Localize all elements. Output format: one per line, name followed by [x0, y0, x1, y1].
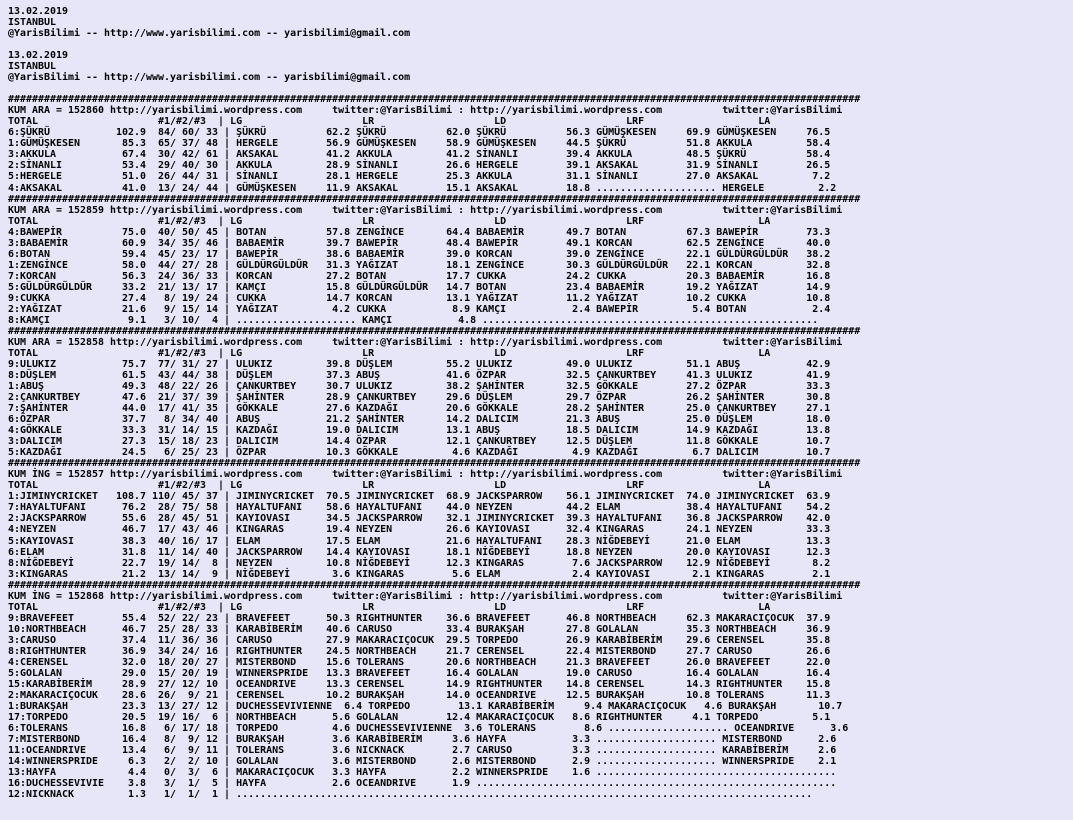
table-row: 1:GÜMÜŞKESEN 85.3 65/ 37/ 48 | HERGELE 56.9 GÜMÜŞKESEN 58.9 GÜMÜŞKESEN 44.5 ŞÜKRÜ 51.8 AKKULA 58.4	[8, 138, 831, 150]
table-row: 3:AKKULA 67.4 30/ 42/ 61 | AKSAKAL 41.2 AKKULA 41.2 SİNANLI 39.4 AKKULA 48.5 ŞÜKRÜ 58.4	[8, 149, 831, 161]
table-row: 4:GÖKKALE 33.3 31/ 14/ 15 | KAZDAĞI 19.0 DALICIM 13.1 ABUŞ 18.5 DALICIM 14.9 KAZDAĞI 13.8	[8, 425, 831, 437]
table-row: 3:DALICIM 27.3 15/ 18/ 23 | DALICIM 14.4 ÖZPAR 12.1 ÇANKURTBEY 12.5 DÜŞLEM 11.8 GÖKKALE 10.7	[8, 436, 831, 448]
table-row: 10:NORTHBEACH 46.7 25/ 28/ 33 | KARABİBERİM 40.6 CARUSO 33.4 BURAKŞAH 27.8 GOLALAN 35.3 NORTHBEACH 36.9	[8, 623, 831, 635]
column-header: TOTAL #1/#2/#3 | LG LR LD LRF LA	[8, 347, 771, 359]
table-row: 6:ŞÜKRÜ 102.9 84/ 60/ 33 | ŞÜKRÜ 62.2 ŞÜKRÜ 62.0 ŞÜKRÜ 56.3 GÜMÜŞKESEN 69.9 GÜMÜŞKESEN 76.5	[8, 127, 831, 139]
race-title: KUM ARA = 152860 http://yarisbilimi.wordpress.com twitter:@YarisBilimi : http://yarisbilimi.wordpress.com twitter:@YarisBilimi	[8, 105, 843, 117]
separator-line: ##############################################################################################################################################	[8, 579, 861, 591]
report-header-1	[8, 6, 1073, 39]
table-row: 8:KAMÇI 9.1 3/ 10/ 4 | .................... KAMÇI 4.8 ........................................................	[8, 314, 819, 326]
table-row: 4:CERENSEL 32.0 18/ 20/ 27 | MISTERBOND 15.6 TOLERANS 20.6 NORTHBEACH 21.3 BRAVEFEET 26.0 BRAVEFEET 22.0	[8, 656, 831, 668]
table-row: 2:YAĞIZAT 21.6 9/ 15/ 14 | YAĞIZAT 4.2 CUKKA 8.9 KAMÇI 2.4 BAWEPİR 5.4 BOTAN 2.4	[8, 303, 831, 315]
race-block	[8, 94, 1073, 193]
table-row: 1:ZENGİNCE 58.0 44/ 27/ 28 | GÜLDÜRGÜLDÜR 31.3 YAĞIZAT 18.1 ZENGİNCE 30.3 GÜLDÜRGÜLDÜR 22.1 KORCAN 32.8	[8, 259, 831, 271]
table-row: 3:BABAEMİR 60.9 34/ 35/ 46 | BABAEMİR 39.7 BAWEPİR 48.4 BAWEPİR 49.1 KORCAN 62.5 ZENGİNCE 40.0	[8, 237, 831, 249]
column-header: TOTAL #1/#2/#3 | LG LR LD LRF LA	[8, 116, 771, 128]
report-header-2	[8, 50, 1073, 83]
race-block	[8, 580, 1073, 801]
table-row: 8:RIGHTHUNTER 36.9 34/ 24/ 16 | RIGHTHUNTER 24.5 NORTHBEACH 21.7 CERENSEL 22.4 MISTERBOND 27.7 CARUSO 26.6	[8, 645, 831, 657]
separator-line: ##############################################################################################################################################	[8, 193, 861, 205]
race-blocks	[8, 94, 1073, 800]
race-block	[8, 194, 1073, 326]
table-row: 5:KAZDAĞI 24.5 6/ 25/ 23 | ÖZPAR 10.3 GÖKKALE 4.6 KAZDAĞI 4.9 KAZDAĞI 6.7 DALICIM 10.7	[8, 447, 831, 459]
table-row: 14:WINNERSPRIDE 6.3 2/ 2/ 10 | GOLALAN 3.6 MISTERBOND 2.6 MISTERBOND 2.9 .................... WINNERSPRIDE 2.1	[8, 756, 837, 768]
race-title: KUM ARA = 152859 http://yarisbilimi.wordpress.com twitter:@YarisBilimi : http://yarisbilimi.wordpress.com twitter:@YarisBilimi	[8, 204, 843, 216]
table-row: 4:BAWEPİR 75.0 40/ 50/ 45 | BOTAN 57.8 ZENGİNCE 64.4 BABAEMİR 49.7 BOTAN 67.3 BAWEPİR 73.3	[8, 226, 831, 238]
table-row: 6:TOLERANS 16.8 6/ 17/ 18 | TORPEDO 4.6 DUCHESSEVIVIENNE 3.6 TOLERANS 8.6 .................... OCEANDRIVE 3.6	[8, 723, 849, 735]
table-row: 1:BURAKŞAH 23.3 13/ 27/ 12 | DUCHESSEVIVIENNE 6.4 TORPEDO 13.1 KARABİBERİM 9.4 MAKARACIÇOCUK 4.6 BURAKŞAH 10.7	[8, 700, 843, 712]
report-date: 13.02.2019	[8, 6, 69, 17]
table-row: 11:OCEANDRIVE 13.4 6/ 9/ 11 | TOLERANS 3.6 NICKNACK 2.7 CARUSO 3.3 .................... KARABİBERİM 2.6	[8, 745, 837, 757]
table-row: 6:BOTAN 59.4 45/ 23/ 17 | BAWEPİR 38.6 BABAEMİR 39.0 KORCAN 39.0 ZENGİNCE 22.1 GÜLDÜRGÜLDÜR 38.2	[8, 248, 831, 260]
table-row: 5:GÜLDÜRGÜLDÜR 33.2 21/ 13/ 17 | KAMÇI 15.8 GÜLDÜRGÜLDÜR 14.7 BOTAN 23.4 BABAEMİR 19.2 YAĞIZAT 14.9	[8, 281, 831, 293]
table-row: 12:NICKNACK 1.3 1/ 1/ 1 | ................................................................................................	[8, 789, 813, 801]
table-row: 1:ABUŞ 49.3 48/ 22/ 26 | ÇANKURTBEY 30.7 ULUKIZ 38.2 ŞAHİNTER 32.5 GÖKKALE 27.2 ÖZPAR 33.3	[8, 381, 831, 393]
table-row: 7:KORCAN 56.3 24/ 36/ 33 | KORCAN 27.2 BOTAN 17.7 CUKKA 24.2 CUKKA 20.3 BABAEMİR 16.8	[8, 270, 831, 282]
report-city: ISTANBUL	[8, 17, 57, 29]
column-header: TOTAL #1/#2/#3 | LG LR LD LRF LA	[8, 601, 771, 613]
race-title: KUM İNG = 152868 http://yarisbilimi.wordpress.com twitter:@YarisBilimi : http://yarisbilimi.wordpress.com twitter:@YarisBilimi	[8, 590, 843, 602]
table-row: 13:HAYFA 4.4 0/ 3/ 6 | MAKARACIÇOCUK 3.3 HAYFA 2.2 WINNERSPRIDE 1.6 ........................................	[8, 767, 837, 779]
table-row: 9:BRAVEFEET 55.4 52/ 22/ 23 | BRAVEFEET 50.3 RIGHTHUNTER 36.6 BRAVEFEET 46.8 NORTHBEACH 62.3 MAKARACIÇOCUK 37.9	[8, 612, 831, 624]
table-row: 7:MISTERBOND 16.4 8/ 9/ 12 | BURAKŞAH 3.6 KARABİBERİM 3.6 HAYFA 3.3 .................... MISTERBOND 2.6	[8, 734, 837, 746]
table-row: 2:JACKSPARROW 55.6 28/ 45/ 51 | KAYIOVASI 34.5 JACKSPARROW 32.1 JIMINYCRICKET 39.3 HAYALTUFANI 36.8 JACKSPARROW 42.0	[8, 513, 831, 525]
table-row: 3:KINGARAS 21.2 13/ 14/ 9 | NİĞDEBEYİ 3.6 KINGARAS 5.6 ELAM 2.4 KAYIOVASI 2.1 KINGARAS 2.1	[8, 568, 831, 580]
table-row: 2:ÇANKURTBEY 47.6 21/ 37/ 39 | ŞAHİNTER 28.9 ÇANKURTBEY 29.6 DÜŞLEM 29.7 ÖZPAR 26.2 ŞAHİNTER 30.8	[8, 392, 831, 404]
spacer	[8, 39, 1073, 50]
column-header: TOTAL #1/#2/#3 | LG LR LD LRF LA	[8, 215, 771, 227]
column-header: TOTAL #1/#2/#3 | LG LR LD LRF LA	[8, 480, 771, 492]
table-row: 4:AKSAKAL 41.0 13/ 24/ 44 | GÜMÜŞKESEN 11.9 AKSAKAL 15.1 AKSAKAL 18.8 .................... HERGELE 2.2	[8, 182, 837, 194]
table-row: 5:HERGELE 51.0 26/ 44/ 31 | SİNANLI 28.1 HERGELE 25.3 AKKULA 31.1 SİNANLI 27.0 AKSAKAL 7.2	[8, 171, 831, 183]
report-contact: @YarisBilimi -- http://www.yarisbilimi.com -- yarisbilimi@gmail.com	[8, 72, 411, 84]
table-row: 1:JIMINYCRICKET 108.7 110/ 45/ 37 | JIMINYCRICKET 70.5 JIMINYCRICKET 68.9 JACKSPARROW 56.1 JIMINYCRICKET 74.0 JIMINYCRICKET 63.9	[8, 491, 831, 503]
table-row: 8:NİĞDEBEYİ 22.7 19/ 14/ 8 | NEYZEN 10.8 NİĞDEBEYİ 12.3 KINGARAS 7.6 JACKSPARROW 12.9 NİĞDEBEYİ 8.2	[8, 557, 831, 569]
table-row: 5:KAYIOVASI 38.3 40/ 16/ 17 | ELAM 17.5 ELAM 21.6 HAYALTUFANI 28.3 NİĞDEBEYİ 21.0 ELAM 13.3	[8, 535, 831, 547]
separator-line: ##############################################################################################################################################	[8, 94, 861, 106]
table-row: 16:DUCHESSEVIVIE 3.8 3/ 1/ 5 | HAYFA 2.6 OCEANDRIVE 1.9 ............................................................	[8, 778, 837, 790]
table-row: 8:DÜŞLEM 61.5 43/ 44/ 38 | DÜŞLEM 37.3 ABUŞ 41.6 ÖZPAR 32.5 ÇANKURTBEY 41.3 ULUKIZ 41.9	[8, 370, 831, 382]
table-row: 7:HAYALTUFANI 76.2 28/ 75/ 58 | HAYALTUFANI 58.6 HAYALTUFANI 44.0 NEYZEN 44.2 ELAM 38.4 HAYALTUFANI 54.2	[8, 502, 831, 514]
table-row: 15:KARABİBERİM 28.9 27/ 12/ 10 | OCEANDRIVE 13.3 CERENSEL 14.9 RIGHTHUNTER 14.8 CERENSEL 14.3 RIGHTHUNTER 15.8	[8, 678, 831, 690]
report-contact: @YarisBilimi -- http://www.yarisbilimi.com -- yarisbilimi@gmail.com	[8, 28, 411, 40]
table-row: 3:CARUSO 37.4 11/ 36/ 36 | CARUSO 27.9 MAKARACIÇOCUK 29.5 TORPEDO 26.9 KARABİBERİM 29.6 CERENSEL 35.8	[8, 634, 831, 646]
table-row: 2:SİNANLI 53.4 29/ 40/ 30 | AKKULA 28.9 SİNANLI 26.6 HERGELE 39.1 AKSAKAL 31.9 SİNANLI 26.5	[8, 160, 831, 172]
table-row: 4:NEYZEN 46.7 17/ 43/ 46 | KINGARAS 19.4 NEYZEN 26.6 KAYIOVASI 32.4 KINGARAS 24.1 NEYZEN 33.3	[8, 524, 831, 536]
table-row: 7:ŞAHİNTER 44.0 17/ 41/ 35 | GÖKKALE 27.6 KAZDAĞI 20.6 GÖKKALE 28.2 ŞAHİNTER 25.0 ÇANKURTBEY 27.1	[8, 403, 831, 415]
table-row: 6:ELAM 31.8 11/ 14/ 40 | JACKSPARROW 14.4 KAYIOVASI 18.1 NİĞDEBEYİ 18.8 NEYZEN 20.0 KAYIOVASI 12.3	[8, 546, 831, 558]
table-row: 5:GOLALAN 29.0 15/ 20/ 19 | WINNERSPRIDE 13.3 BRAVEFEET 16.4 GOLALAN 19.0 CARUSO 16.4 GOLALAN 16.4	[8, 667, 831, 679]
race-block	[8, 326, 1073, 458]
race-title: KUM ARA = 152858 http://yarisbilimi.wordpress.com twitter:@YarisBilimi : http://yarisbilimi.wordpress.com twitter:@YarisBilimi	[8, 336, 843, 348]
table-row: 6:ÖZPAR 37.7 8/ 34/ 40 | ABUŞ 21.2 ŞAHİNTER 14.2 DALICIM 21.3 ABUŞ 25.0 DÜŞLEM 18.0	[8, 414, 831, 426]
race-block	[8, 458, 1073, 579]
report-date: 13.02.2019	[8, 50, 69, 62]
report-city: ISTANBUL	[8, 61, 57, 73]
table-row: 9:CUKKA 27.4 8/ 19/ 24 | CUKKA 14.7 KORCAN 13.1 YAĞIZAT 11.2 YAĞIZAT 10.2 CUKKA 10.8	[8, 292, 831, 304]
spacer	[8, 83, 1073, 94]
table-row: 17:TORPEDO 20.5 19/ 16/ 6 | NORTHBEACH 5.6 GOLALAN 12.4 MAKARACIÇOCUK 8.6 RIGHTHUNTER 4.1 TORPEDO 5.1	[8, 712, 831, 723]
table-row: 9:ULUKIZ 75.7 77/ 31/ 27 | ULUKIZ 39.8 DÜŞLEM 55.2 ULUKIZ 49.0 ULUKIZ 51.1 ABUŞ 42.9	[8, 359, 831, 370]
separator-line: ##############################################################################################################################################	[8, 325, 861, 337]
separator-line: ##############################################################################################################################################	[8, 458, 861, 470]
race-title: KUM İNG = 152857 http://yarisbilimi.wordpress.com twitter:@YarisBilimi : http://yarisbilimi.wordpress.com twitter:@YarisBilimi	[8, 469, 843, 481]
table-row: 2:MAKARACIÇOCUK 28.6 26/ 9/ 21 | CERENSEL 10.2 BURAKŞAH 14.0 OCEANDRIVE 12.5 BURAKŞAH 10.8 TOLERANS 11.3	[8, 689, 831, 701]
